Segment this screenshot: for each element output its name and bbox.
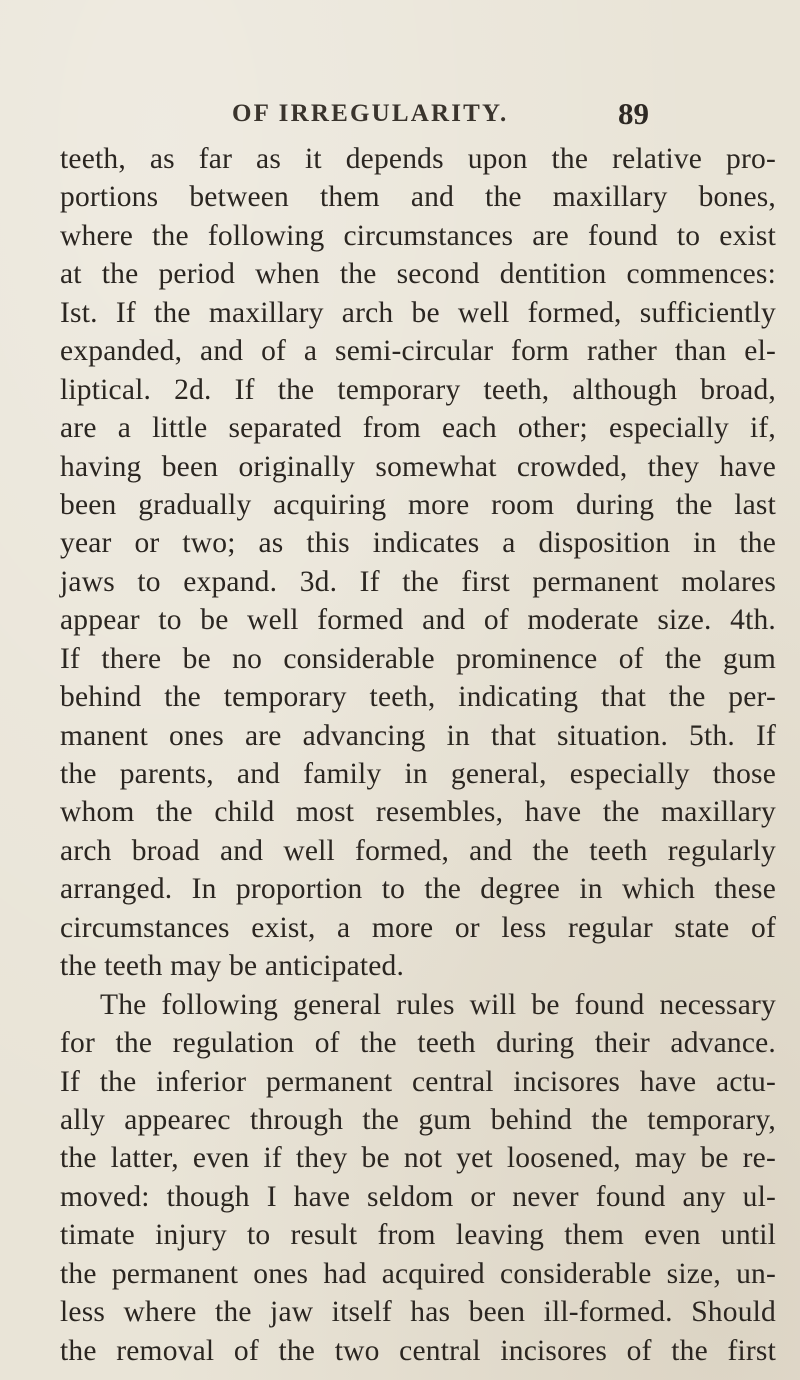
text-line: circumstances exist, a more or less regular state of [60, 911, 776, 944]
text-line: the permanent ones had acquired considerable size, un- [60, 1257, 776, 1290]
text-line: where the following circumstances are found to exist [60, 219, 776, 252]
text-line: behind the temporary teeth, indicating that the per- [60, 681, 776, 714]
text-line: expanded, and of a semi-circular form rather than el- [60, 335, 776, 368]
text-line: having been originally somewhat crowded, they have [60, 450, 776, 483]
text-line: for the regulation of the teeth during their advance. [60, 1027, 776, 1060]
text-line: arch broad and well formed, and the teeth regularly [60, 834, 776, 867]
text-line: If there be no considerable prominence of the gum [60, 642, 776, 675]
text-line: teeth, as far as it depends upon the relative pro- [60, 143, 776, 175]
text-line: the latter, even if they be not yet loosened, may be re- [60, 1142, 776, 1175]
text-line: less where the jaw itself has been ill-formed. Should [60, 1296, 776, 1329]
text-line: moved: though I have seldom or never found any ul- [60, 1180, 776, 1213]
text-line: portions between them and the maxillary bones, [60, 181, 776, 214]
text-line: year or two; as this indicates a disposition in the [60, 527, 776, 560]
text-line: been gradually acquiring more room during the last [60, 488, 776, 521]
text-line: the removal of the two central incisores of the first [60, 1334, 776, 1367]
text-line: If the inferior permanent central incisores have actu- [60, 1065, 776, 1098]
running-head [0, 96, 800, 136]
page-number: 89 [618, 96, 649, 131]
paragraph-end-line: the teeth may be anticipated. [60, 950, 405, 983]
text-line: timate injury to result from leaving them even until [60, 1219, 776, 1252]
text-line: appear to be well formed and of moderate size. 4th. [60, 604, 776, 637]
text-line: ally appearec through the gum behind the temporary, [60, 1103, 776, 1136]
text-line: arranged. In proportion to the degree in which these [60, 873, 776, 906]
text-line: Ist. If the maxillary arch be well formed, sufficiently [60, 296, 776, 329]
text-line: are a little separated from each other; especially if, [60, 412, 776, 445]
text-line: whom the child most resembles, have the maxillary [60, 796, 776, 829]
text-line: liptical. 2d. If the temporary teeth, although broad, [60, 373, 776, 406]
text-line: at the period when the second dentition commences: [60, 258, 776, 291]
text-line: manent ones are advancing in that situation. 5th. If [60, 719, 776, 752]
text-line: jaws to expand. 3d. If the first permanent molares [60, 565, 776, 598]
paragraph-start-line: The following general rules will be found necessary [100, 988, 776, 1021]
body-text [60, 140, 776, 1370]
text-line: the parents, and family in general, especially those [60, 758, 776, 790]
running-title: OF IRREGULARITY. [232, 100, 509, 127]
